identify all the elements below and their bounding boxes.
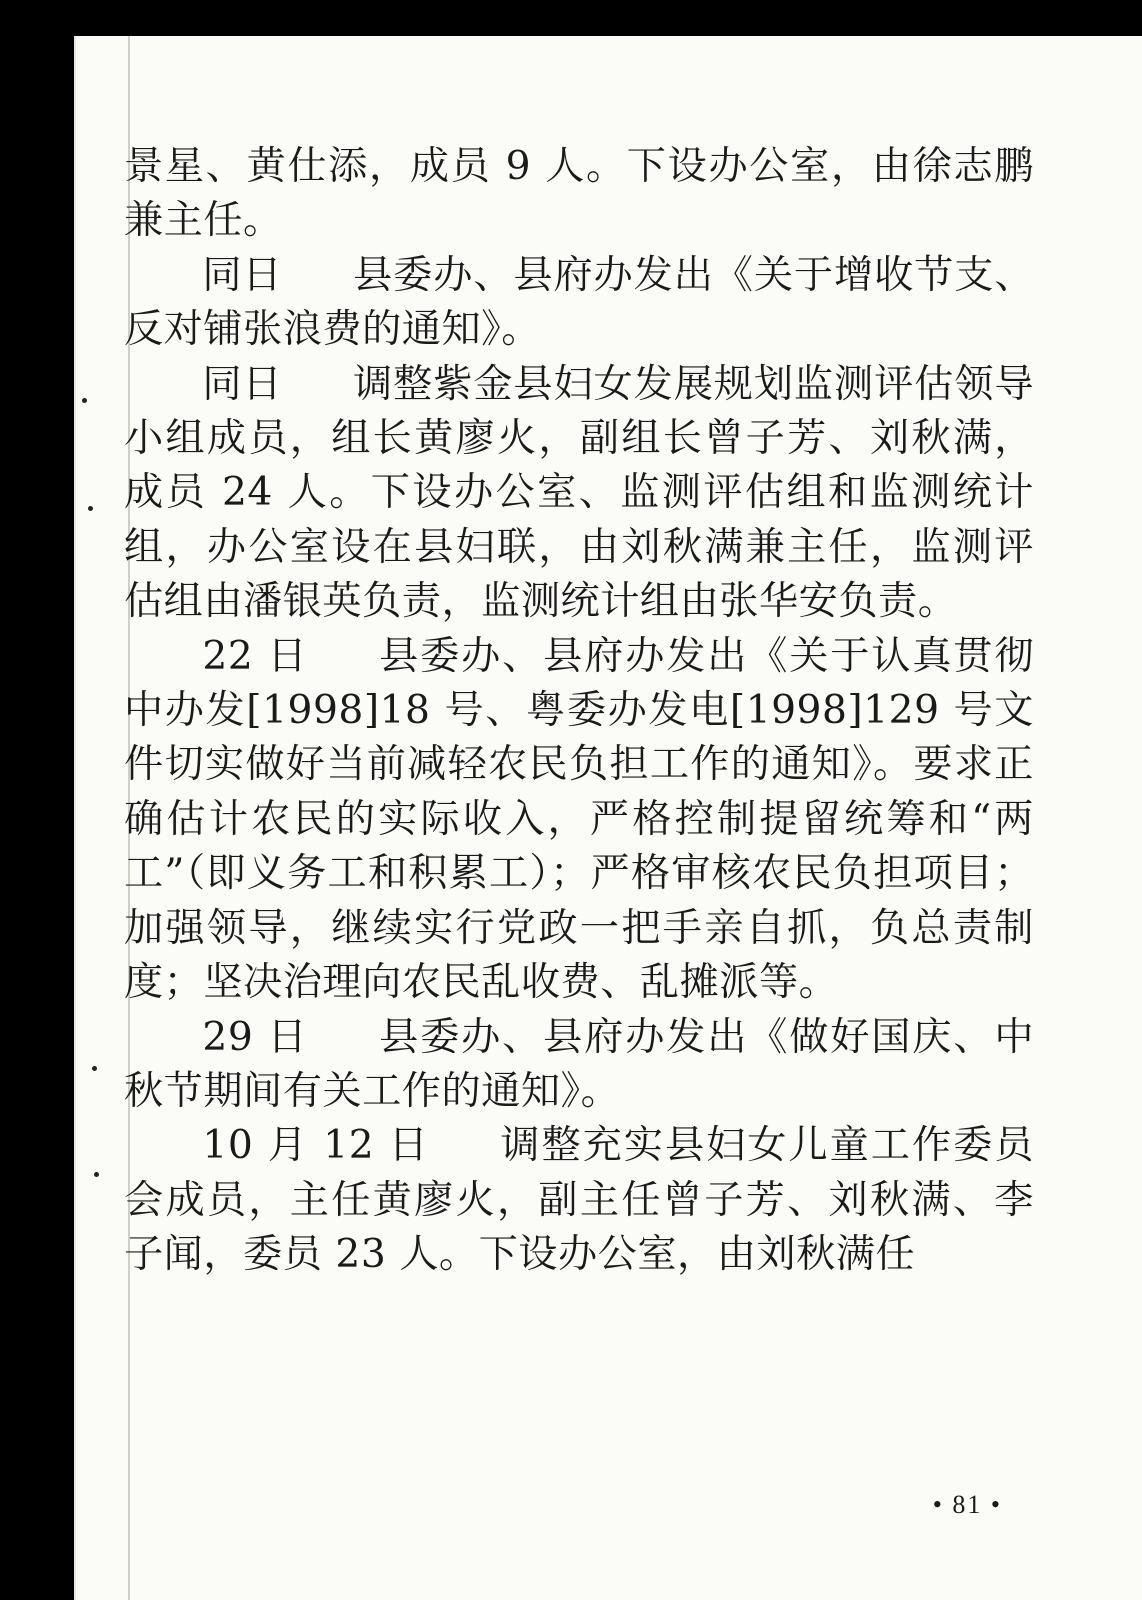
page-number: • 81 • bbox=[932, 1490, 1002, 1519]
paragraph-text: 县委办、县府办发出《关于增收节支、反对铺张浪费的通知》。 bbox=[124, 252, 1035, 353]
entry-date: 29 日 bbox=[202, 1014, 309, 1060]
paragraph bbox=[124, 249, 1034, 358]
paragraph bbox=[124, 140, 1034, 249]
chronicle-body-text bbox=[124, 140, 1034, 1283]
paragraph bbox=[124, 630, 1034, 1011]
binding-hole-mark bbox=[94, 1172, 99, 1177]
paragraph-text: 景星、黄仕添，成员 9 人。下设办公室，由徐志鹏兼主任。 bbox=[124, 144, 1034, 244]
paragraph-text: 调整紫金县妇女发展规划监测评估领导小组成员，组长黄廖火，副组长曾子芳、刘秋满，成员 24 人。下设办公室、监测评估组和监测统计组，办公室设在县妇联，由刘秋满兼主任，监测评估组由潘银英负责，监测统计组由张华安负责。 bbox=[124, 361, 1035, 625]
paragraph-text: 县委办、县府办发出《关于认真贯彻中办发[1998]18 号、粤委办发电[1998]129 号文件切实做好当前减轻农民负担工作的通知》。要求正确估计农民的实际收入，严格控制提留统筹和“两工”（即义务工和积累工）；严格审核农民负担项目；加强领导，继续实行党政一把手亲自抓，负总责制度；坚决治理向农民乱收费、乱摊派等。 bbox=[124, 633, 1035, 1006]
paragraph bbox=[124, 1119, 1034, 1282]
paragraph bbox=[124, 1011, 1034, 1120]
entry-date: 同日 bbox=[202, 361, 283, 407]
paragraph bbox=[124, 358, 1034, 630]
binding-hole-mark bbox=[88, 506, 93, 511]
entry-date: 10 月 12 日 bbox=[202, 1123, 430, 1169]
binding-hole-mark bbox=[82, 398, 87, 403]
entry-date: 22 日 bbox=[202, 633, 309, 679]
entry-date: 同日 bbox=[202, 252, 283, 298]
binding-hole-mark bbox=[92, 1066, 97, 1071]
paragraph-text: 县委办、县府办发出《做好国庆、中秋节期间有关工作的通知》。 bbox=[124, 1014, 1035, 1114]
paragraph-text: 调整充实县妇女儿童工作委员会成员，主任黄廖火，副主任曾子芳、刘秋满、李子闻，委员 23 人。下设办公室，由刘秋满任 bbox=[124, 1123, 1034, 1278]
